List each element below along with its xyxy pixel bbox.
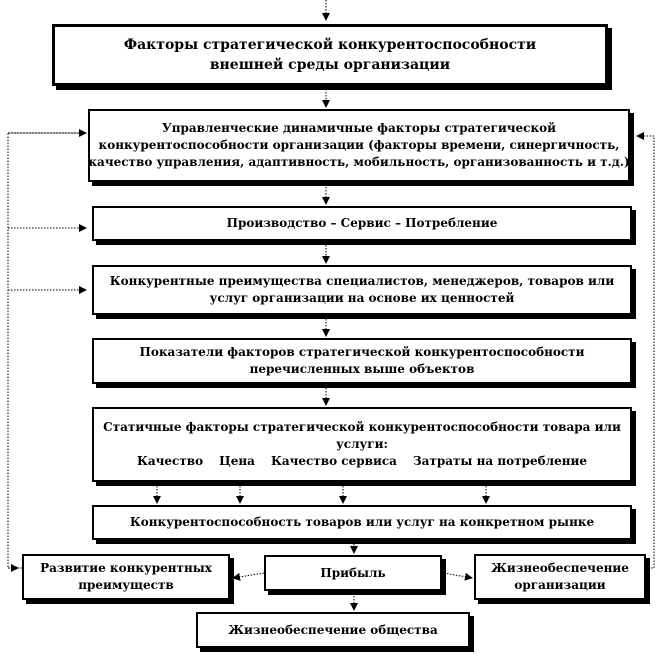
indicators-line-1: Показатели факторов стратегической конкурентоспособности (139, 345, 585, 359)
development-line-1: Развитие конкурентных (40, 561, 212, 575)
static-item-consumption-costs: Затраты на потребление (412, 454, 588, 468)
external-factors-line-2: внешней среды организации (209, 57, 451, 73)
life-org-line-2: организации (514, 578, 606, 592)
box-indicators (92, 338, 632, 384)
static-item-service-quality: Качество сервиса (270, 454, 397, 468)
box-life-society (196, 612, 470, 648)
competitiveness-line-1: Конкурентоспособность товаров или услуг на конкретном рынке (129, 515, 595, 529)
feedback-line-left (8, 133, 84, 568)
static-items (137, 453, 587, 470)
development-line-2: преимуществ (78, 578, 174, 592)
indicators-line-2: перечисленных выше объектов (249, 362, 475, 376)
box-external-factors (52, 24, 608, 86)
life-society-line-1: Жизнеобеспечение общества (228, 622, 438, 637)
arrow-profit-left (233, 573, 264, 578)
advantages-line-1: Конкурентные преимущества специалистов, менеджеров, товаров или (109, 274, 615, 288)
profit-line-1: Прибыль (320, 565, 386, 580)
static-item-price: Цена (219, 454, 255, 468)
box-competitiveness (92, 505, 632, 540)
box-competitive-advantages (92, 265, 632, 315)
box-production-service-consumption (92, 206, 632, 241)
box-development-advantages (22, 554, 230, 600)
external-factors-line-1: Факторы стратегической конкурентоспособности (123, 37, 537, 53)
static-item-quality: Качество (136, 454, 204, 468)
life-org-line-1: Жизнеобеспечение (491, 561, 629, 575)
managerial-line-3: качество управления, адаптивность, мобильность, организованность и т.д.) (88, 155, 630, 169)
static-line-2: услуги: (336, 437, 388, 451)
box-profit (264, 555, 442, 591)
box-life-organization (474, 554, 646, 600)
managerial-line-2: конкурентоспособности организации (факторы времени, синергичность, (98, 138, 620, 152)
box-managerial-factors (88, 109, 630, 182)
managerial-line-1: Управленческие динамичные факторы стратегической (161, 121, 557, 135)
advantages-line-2: услуг организации на основе их ценностей (209, 291, 515, 305)
box-static-factors (92, 407, 632, 482)
production-line-1: Производство – Сервис – Потребление (226, 216, 498, 230)
static-line-1: Статичные факторы стратегической конкурентоспособности товара или (103, 420, 621, 434)
feedback-line-right (640, 136, 654, 568)
arrow-profit-right (444, 573, 472, 578)
